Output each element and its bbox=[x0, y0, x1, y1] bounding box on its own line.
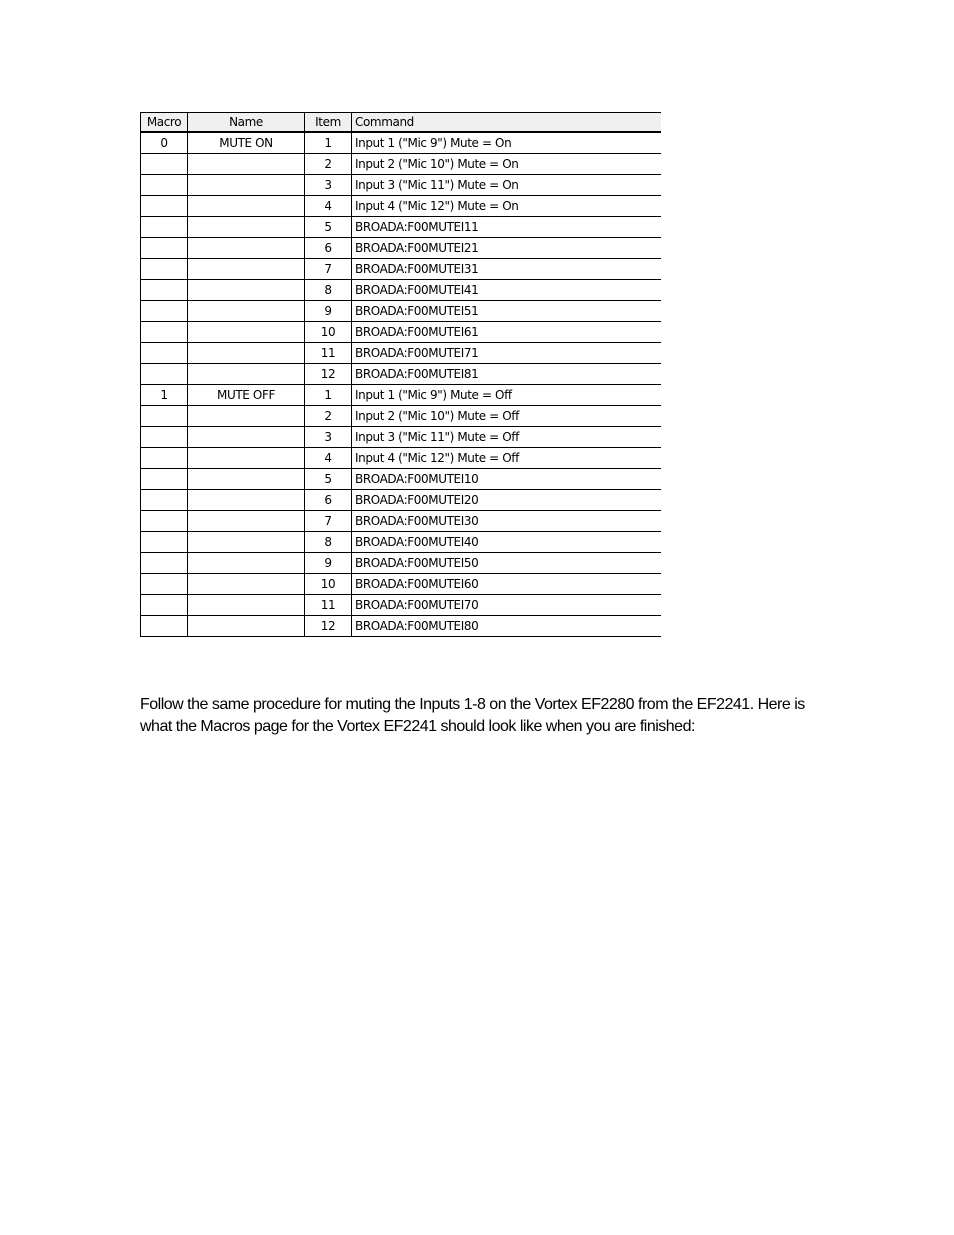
table-row[interactable] bbox=[141, 427, 661, 448]
cell-command[interactable]: BROADA:F00MUTEI20 bbox=[352, 490, 661, 511]
cell-command[interactable]: BROADA:F00MUTEI81 bbox=[352, 364, 661, 385]
table-row[interactable] bbox=[141, 532, 661, 553]
cell-macro[interactable] bbox=[141, 490, 188, 511]
cell-item[interactable]: 4 bbox=[305, 196, 352, 217]
cell-macro[interactable] bbox=[141, 511, 188, 532]
cell-item[interactable]: 10 bbox=[305, 574, 352, 595]
cell-command[interactable]: Input 1 ("Mic 9") Mute = Off bbox=[352, 385, 661, 406]
body-paragraph: Follow the same procedure for muting the Inputs 1-8 on the Vortex EF2280 from the EF2241. Here is what the Macros page for the Vortex EF2241 should look like when you are finished: bbox=[140, 696, 805, 735]
cell-item[interactable]: 12 bbox=[305, 364, 352, 385]
cell-item[interactable]: 1 bbox=[305, 385, 352, 406]
cell-name[interactable] bbox=[188, 217, 305, 238]
table-row[interactable] bbox=[141, 154, 661, 175]
cell-item[interactable]: 6 bbox=[305, 490, 352, 511]
cell-macro[interactable] bbox=[141, 217, 188, 238]
cell-command[interactable]: Input 2 ("Mic 10") Mute = Off bbox=[352, 406, 661, 427]
cell-macro[interactable] bbox=[141, 427, 188, 448]
cell-macro[interactable] bbox=[141, 175, 188, 196]
table-body bbox=[141, 132, 661, 637]
cell-macro[interactable] bbox=[141, 259, 188, 280]
cell-macro[interactable] bbox=[141, 322, 188, 343]
cell-name[interactable] bbox=[188, 322, 305, 343]
table-row[interactable] bbox=[141, 616, 661, 637]
cell-name[interactable] bbox=[188, 364, 305, 385]
cell-command[interactable]: BROADA:F00MUTEI40 bbox=[352, 532, 661, 553]
cell-command[interactable]: BROADA:F00MUTEI21 bbox=[352, 238, 661, 259]
table-row[interactable] bbox=[141, 385, 661, 406]
cell-command[interactable]: BROADA:F00MUTEI41 bbox=[352, 280, 661, 301]
cell-name[interactable] bbox=[188, 406, 305, 427]
cell-command[interactable]: BROADA:F00MUTEI80 bbox=[352, 616, 661, 637]
table-row[interactable] bbox=[141, 259, 661, 280]
cell-macro[interactable]: 1 bbox=[141, 385, 188, 406]
cell-name[interactable] bbox=[188, 595, 305, 616]
cell-macro[interactable] bbox=[141, 532, 188, 553]
cell-item[interactable]: 5 bbox=[305, 217, 352, 238]
cell-command[interactable]: BROADA:F00MUTEI11 bbox=[352, 217, 661, 238]
cell-macro[interactable] bbox=[141, 406, 188, 427]
table-row[interactable] bbox=[141, 343, 661, 364]
cell-macro[interactable] bbox=[141, 448, 188, 469]
table-row[interactable] bbox=[141, 301, 661, 322]
table-row[interactable] bbox=[141, 196, 661, 217]
cell-name[interactable] bbox=[188, 511, 305, 532]
cell-macro[interactable] bbox=[141, 574, 188, 595]
cell-macro[interactable] bbox=[141, 553, 188, 574]
table-row[interactable] bbox=[141, 217, 661, 238]
column-header-name[interactable]: Name bbox=[188, 113, 305, 133]
cell-item[interactable]: 1 bbox=[305, 132, 352, 154]
cell-name[interactable] bbox=[188, 574, 305, 595]
table-row[interactable] bbox=[141, 469, 661, 490]
cell-item[interactable]: 7 bbox=[305, 259, 352, 280]
table-row[interactable] bbox=[141, 238, 661, 259]
cell-command[interactable]: Input 3 ("Mic 11") Mute = On bbox=[352, 175, 661, 196]
cell-item[interactable]: 8 bbox=[305, 532, 352, 553]
cell-name[interactable] bbox=[188, 532, 305, 553]
cell-name[interactable] bbox=[188, 553, 305, 574]
cell-macro[interactable] bbox=[141, 364, 188, 385]
table-row[interactable] bbox=[141, 175, 661, 196]
table-row[interactable] bbox=[141, 280, 661, 301]
table-row[interactable] bbox=[141, 511, 661, 532]
cell-command[interactable]: BROADA:F00MUTEI10 bbox=[352, 469, 661, 490]
cell-macro[interactable] bbox=[141, 301, 188, 322]
cell-macro[interactable] bbox=[141, 280, 188, 301]
macros-table bbox=[140, 112, 661, 637]
cell-name[interactable] bbox=[188, 196, 305, 217]
table-row[interactable] bbox=[141, 448, 661, 469]
cell-command[interactable]: BROADA:F00MUTEI30 bbox=[352, 511, 661, 532]
cell-item[interactable]: 2 bbox=[305, 154, 352, 175]
cell-item[interactable]: 11 bbox=[305, 595, 352, 616]
cell-item[interactable]: 9 bbox=[305, 553, 352, 574]
cell-command[interactable]: BROADA:F00MUTEI51 bbox=[352, 301, 661, 322]
table-row[interactable] bbox=[141, 406, 661, 427]
cell-name[interactable] bbox=[188, 616, 305, 637]
cell-macro[interactable] bbox=[141, 238, 188, 259]
table-row[interactable] bbox=[141, 553, 661, 574]
table-row[interactable] bbox=[141, 132, 661, 154]
cell-item[interactable]: 10 bbox=[305, 322, 352, 343]
cell-command[interactable]: BROADA:F00MUTEI50 bbox=[352, 553, 661, 574]
cell-name[interactable] bbox=[188, 448, 305, 469]
cell-name[interactable] bbox=[188, 427, 305, 448]
cell-macro[interactable] bbox=[141, 154, 188, 175]
cell-item[interactable]: 3 bbox=[305, 175, 352, 196]
cell-item[interactable]: 8 bbox=[305, 280, 352, 301]
column-header-command[interactable]: Command bbox=[352, 113, 661, 133]
cell-command[interactable]: Input 2 ("Mic 10") Mute = On bbox=[352, 154, 661, 175]
cell-name[interactable] bbox=[188, 280, 305, 301]
cell-command[interactable]: BROADA:F00MUTEI60 bbox=[352, 574, 661, 595]
table-header-row bbox=[141, 113, 661, 133]
cell-item[interactable]: 5 bbox=[305, 469, 352, 490]
cell-item[interactable]: 2 bbox=[305, 406, 352, 427]
cell-item[interactable]: 11 bbox=[305, 343, 352, 364]
cell-command[interactable]: Input 4 ("Mic 12") Mute = On bbox=[352, 196, 661, 217]
cell-command[interactable]: BROADA:F00MUTEI70 bbox=[352, 595, 661, 616]
cell-name[interactable] bbox=[188, 301, 305, 322]
table-row[interactable] bbox=[141, 322, 661, 343]
cell-command[interactable]: Input 3 ("Mic 11") Mute = Off bbox=[352, 427, 661, 448]
table-row[interactable] bbox=[141, 574, 661, 595]
cell-name[interactable] bbox=[188, 343, 305, 364]
cell-macro[interactable] bbox=[141, 595, 188, 616]
cell-item[interactable]: 4 bbox=[305, 448, 352, 469]
cell-command[interactable]: BROADA:F00MUTEI61 bbox=[352, 322, 661, 343]
cell-item[interactable]: 6 bbox=[305, 238, 352, 259]
cell-name[interactable] bbox=[188, 490, 305, 511]
cell-name[interactable] bbox=[188, 154, 305, 175]
cell-command[interactable]: Input 4 ("Mic 12") Mute = Off bbox=[352, 448, 661, 469]
cell-name[interactable] bbox=[188, 259, 305, 280]
cell-name[interactable]: MUTE ON bbox=[188, 132, 305, 154]
cell-command[interactable]: BROADA:F00MUTEI31 bbox=[352, 259, 661, 280]
cell-macro[interactable] bbox=[141, 469, 188, 490]
table-row[interactable] bbox=[141, 595, 661, 616]
column-header-macro[interactable]: Macro bbox=[141, 113, 188, 133]
cell-command[interactable]: Input 1 ("Mic 9") Mute = On bbox=[352, 132, 661, 154]
cell-item[interactable]: 12 bbox=[305, 616, 352, 637]
cell-macro[interactable] bbox=[141, 616, 188, 637]
cell-macro[interactable] bbox=[141, 196, 188, 217]
cell-name[interactable] bbox=[188, 238, 305, 259]
column-header-item[interactable]: Item bbox=[305, 113, 352, 133]
table-row[interactable] bbox=[141, 490, 661, 511]
cell-macro[interactable] bbox=[141, 343, 188, 364]
cell-name[interactable] bbox=[188, 469, 305, 490]
cell-macro[interactable]: 0 bbox=[141, 132, 188, 154]
cell-name[interactable] bbox=[188, 175, 305, 196]
table-row[interactable] bbox=[141, 364, 661, 385]
cell-item[interactable]: 7 bbox=[305, 511, 352, 532]
cell-item[interactable]: 3 bbox=[305, 427, 352, 448]
cell-item[interactable]: 9 bbox=[305, 301, 352, 322]
cell-command[interactable]: BROADA:F00MUTEI71 bbox=[352, 343, 661, 364]
cell-name[interactable]: MUTE OFF bbox=[188, 385, 305, 406]
